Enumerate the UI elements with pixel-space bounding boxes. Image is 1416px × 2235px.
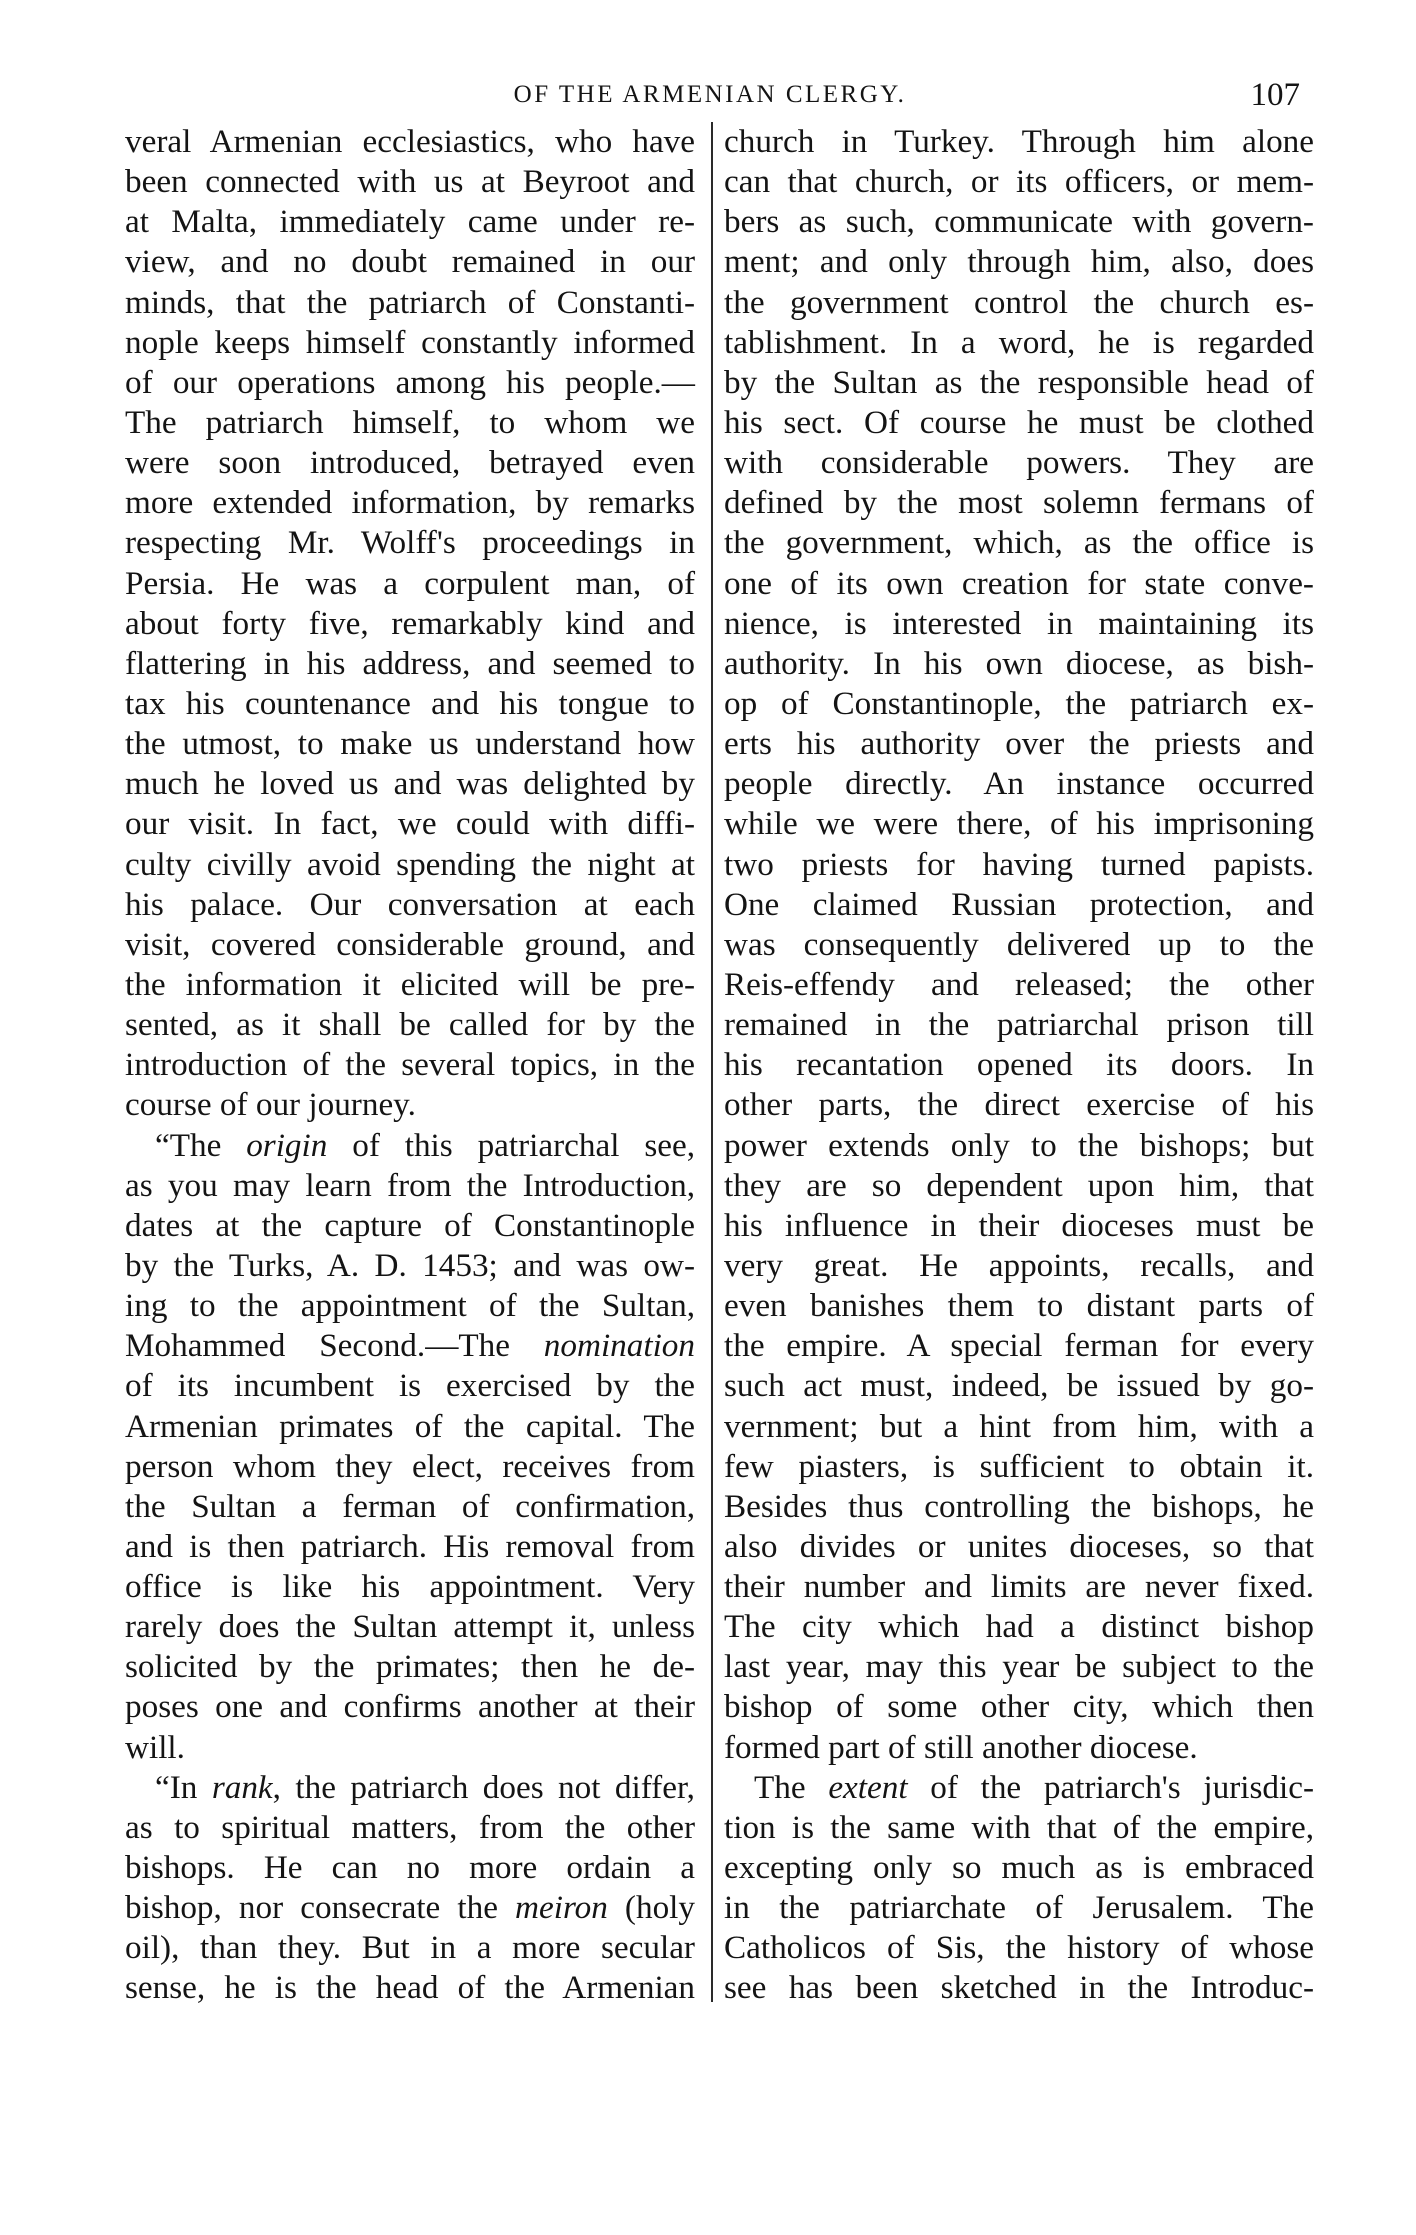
- text-line: tion is the same with that of the empire,: [724, 1808, 1314, 1846]
- text-line: even banishes them to distant parts of: [724, 1287, 1314, 1325]
- text-line: sented, as it shall be called for by the: [125, 1006, 695, 1044]
- text-line: such act must, indeed, be issued by go-: [724, 1367, 1314, 1405]
- text-line: will.: [125, 1728, 185, 1766]
- text-fragment: (holy: [607, 1889, 695, 1927]
- italic-word-rank: rank: [211, 1768, 273, 1806]
- text-line: by the Turks, A. D. 1453; and was ow-: [125, 1246, 695, 1284]
- text-line: veral Armenian ecclesiastics, who have: [125, 123, 695, 160]
- text-line: tax his countenance and his tongue to: [125, 684, 695, 722]
- text-line: very great. He appoints, recalls, and: [724, 1246, 1314, 1284]
- text-line: Armenian primates of the capital. The: [125, 1407, 695, 1445]
- text-line: power extends only to the bishops; but: [724, 1126, 1314, 1164]
- text-line: solicited by the primates; then he de-: [125, 1648, 695, 1686]
- text-line: respecting Mr. Wolff's proceedings in: [125, 524, 695, 562]
- text-line: as you may learn from the Introduction,: [125, 1166, 695, 1204]
- text-line: bers as such, communicate with govern-: [724, 203, 1314, 241]
- paragraph-visit: [125, 122, 695, 1126]
- text-line: Persia. He was a corpulent man, of: [125, 564, 695, 602]
- text-line: the government control the church es-: [724, 283, 1314, 321]
- text-line: bishop of some other city, which then: [724, 1688, 1314, 1726]
- text-line: about forty five, remarkably kind and: [125, 604, 695, 642]
- text-line: his sect. Of course he must be clothed: [724, 403, 1314, 441]
- text-line: sense, he is the head of the Armenian: [125, 1969, 695, 2007]
- text-line: visit, covered considerable ground, and: [125, 925, 695, 963]
- text-line: poses one and confirms another at their: [125, 1688, 695, 1726]
- text-line: nople keeps himself constantly informed: [125, 323, 695, 361]
- text-line: while we were there, of his imprisoning: [724, 805, 1314, 843]
- text-fragment: of this patriarchal see,: [327, 1126, 695, 1164]
- text-line: defined by the most solemn fermans of: [724, 484, 1314, 522]
- text-line: their number and limits are never fixed.: [724, 1568, 1314, 1606]
- text-line: were soon introduced, betrayed even: [125, 444, 695, 482]
- text-line: op of Constantinople, the patriarch ex-: [724, 684, 1314, 722]
- text-line: excepting only so much as is embraced: [724, 1849, 1314, 1887]
- text-fragment: , the patriarch does not differ,: [272, 1768, 695, 1806]
- text-line: One claimed Russian protection, and: [724, 885, 1314, 923]
- text-line: more extended information, by remarks: [125, 484, 695, 522]
- text-line: with considerable powers. They are: [724, 444, 1314, 482]
- text-line: dates at the capture of Constantinople: [125, 1206, 695, 1244]
- text-line: his recantation opened its doors. In: [724, 1046, 1314, 1084]
- text-line: by the Sultan as the responsible head of: [724, 363, 1314, 401]
- italic-word-extent: extent: [828, 1768, 908, 1806]
- text-line: The patriarch himself, to whom we: [125, 403, 695, 441]
- text-line: see has been sketched in the Introduc-: [724, 1969, 1314, 2007]
- text-line-nomination: [125, 1326, 695, 1366]
- text-line: Reis-effendy and released; the other: [724, 965, 1314, 1003]
- text-line: his palace. Our conversation at each: [125, 885, 695, 923]
- text-line: authority. In his own diocese, as bish-: [724, 644, 1314, 682]
- text-line: other parts, the direct exercise of his: [724, 1086, 1314, 1124]
- text-fragment: The: [754, 1768, 829, 1806]
- text-fragment: of the patriarch's jurisdic-: [907, 1768, 1314, 1806]
- text-line: remained in the patriarchal prison till: [724, 1006, 1314, 1044]
- text-line: the information it elicited will be pre-: [125, 965, 695, 1003]
- text-line: the utmost, to make us understand how: [125, 725, 695, 763]
- paragraph-extent: [724, 1768, 1314, 2009]
- text-line: erts his authority over the priests and: [724, 725, 1314, 763]
- text-line: was consequently delivered up to the: [724, 925, 1314, 963]
- text-line: as to spiritual matters, from the other: [125, 1808, 695, 1846]
- text-line: minds, that the patriarch of Constanti-: [125, 283, 695, 321]
- text-line: the Sultan a ferman of confirmation,: [125, 1487, 695, 1525]
- text-fragment: bishop, nor consecrate the: [125, 1889, 516, 1927]
- paragraph-authority: [724, 122, 1314, 1768]
- text-line: formed part of still another diocese.: [724, 1728, 1198, 1766]
- page-number: 107: [1250, 77, 1300, 113]
- text-line-extent: [724, 1768, 1314, 1808]
- text-fragment: “In: [155, 1768, 212, 1806]
- text-line: few piasters, is sufficient to obtain it.: [724, 1447, 1314, 1485]
- text-line: ment; and only through him, also, does: [724, 243, 1314, 281]
- text-line: in the patriarchate of Jerusalem. The: [724, 1889, 1314, 1927]
- text-line: bishops. He can no more ordain a: [125, 1849, 695, 1887]
- text-line: tablishment. In a word, he is regarded: [724, 323, 1314, 361]
- text-line: rarely does the Sultan attempt it, unless: [125, 1608, 695, 1646]
- text-line: they are so dependent upon him, that: [724, 1166, 1314, 1204]
- text-line: can that church, or its officers, or mem-: [724, 163, 1314, 201]
- text-line: one of its own creation for state conve-: [724, 564, 1314, 602]
- right-column: [724, 122, 1314, 2009]
- text-fragment: “The: [155, 1126, 247, 1164]
- italic-word-meiron: meiron: [515, 1889, 608, 1927]
- paragraph-origin: [125, 1126, 695, 1768]
- paragraph-rank: [125, 1768, 695, 2009]
- text-line: church in Turkey. Through him alone: [724, 123, 1314, 160]
- text-line: vernment; but a hint from him, with a: [724, 1407, 1314, 1445]
- text-line: ing to the appointment of the Sultan,: [125, 1287, 695, 1325]
- text-line-origin: [125, 1126, 695, 1166]
- text-line: the empire. A special ferman for every: [724, 1327, 1314, 1365]
- text-line: introduction of the several topics, in the: [125, 1046, 695, 1084]
- text-line: the government, which, as the office is: [724, 524, 1314, 562]
- text-line: view, and no doubt remained in our: [125, 243, 695, 281]
- text-line: The city which had a distinct bishop: [724, 1608, 1314, 1646]
- italic-word-nomination: nomination: [543, 1327, 695, 1365]
- text-line: much he loved us and was delighted by: [125, 765, 695, 803]
- text-line: last year, may this year be subject to the: [724, 1648, 1314, 1686]
- text-line: culty civilly avoid spending the night at: [125, 845, 695, 883]
- text-line: Catholicos of Sis, the history of whose: [724, 1929, 1314, 1967]
- text-line: his influence in their dioceses must be: [724, 1206, 1314, 1244]
- text-line: person whom they elect, receives from: [125, 1447, 695, 1485]
- column-divider: [711, 122, 713, 2002]
- text-line-rank: [125, 1768, 695, 1808]
- text-line: of its incumbent is exercised by the: [125, 1367, 695, 1405]
- text-line-meiron: [125, 1888, 695, 1928]
- text-line: been connected with us at Beyroot and: [125, 163, 695, 201]
- text-line: people directly. An instance occurred: [724, 765, 1314, 803]
- text-line: course of our journey.: [125, 1086, 416, 1124]
- text-line: our visit. In fact, we could with diffi-: [125, 805, 695, 843]
- text-line: and is then patriarch. His removal from: [125, 1527, 695, 1565]
- running-header: [120, 70, 1300, 120]
- text-line: of our operations among his people.—: [125, 363, 695, 401]
- text-line: Besides thus controlling the bishops, he: [724, 1487, 1314, 1525]
- left-column: [125, 122, 695, 2009]
- text-line: office is like his appointment. Very: [125, 1568, 695, 1606]
- text-line: flattering in his address, and seemed to: [125, 644, 695, 682]
- italic-word-origin: origin: [246, 1126, 328, 1164]
- text-fragment: Mohammed Second.—The: [125, 1327, 544, 1365]
- text-line: two priests for having turned papists.: [724, 845, 1314, 883]
- text-line: at Malta, immediately came under re-: [125, 203, 695, 241]
- text-line: also divides or unites dioceses, so that: [724, 1527, 1314, 1565]
- text-line: nience, is interested in maintaining its: [724, 604, 1314, 642]
- text-line: oil), than they. But in a more secular: [125, 1929, 695, 1967]
- running-title: OF THE ARMENIAN CLERGY.: [513, 81, 907, 108]
